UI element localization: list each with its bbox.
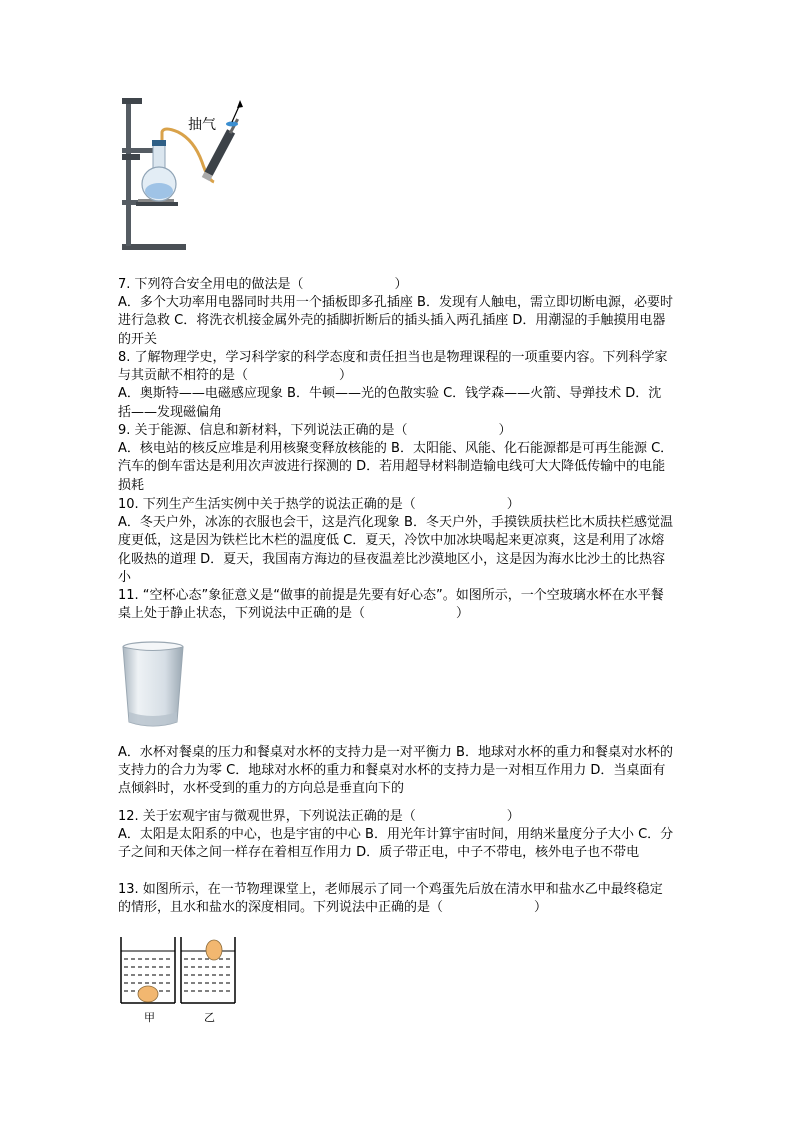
glass-figure — [118, 638, 188, 730]
egg-jia — [138, 986, 158, 1002]
question-13: 13. 如图所示，在一节物理课堂上，老师展示了同一个鸡蛋先后放在清水甲和盐水乙中最终稳定的情形，且水和盐水的深度相同。下列说法中正确的是（ ） — [118, 882, 663, 916]
egg-yi — [206, 940, 222, 960]
question-9: 9. 关于能源、信息和新材料，下列说法正确的是（ ） A．核电站的核反应堆是利用核聚变释放核能的 B．太阳能、风能、化石能源都是可再生能源 C．汽车的倒车雷达是利用次声波进行探测的 D．若用超导材料制造输电线可大大降低传输中的电能损耗 — [118, 423, 674, 493]
container-yi — [181, 937, 235, 1003]
egg-figure — [118, 935, 238, 1027]
apparatus-label: 抽气 — [188, 117, 216, 133]
question-8: 8. 了解物理学史，学习科学家的科学态度和责任担当也是物理课程的一项重要内容。下列科学家与其贡献不相符的是（ ） A．奥斯特——电磁感应现象 B．牛顿——光的色散实验 C．钱学森——火箭、导弹技术 D．沈括——发现磁偏角 — [118, 350, 668, 420]
container-jia — [121, 937, 175, 1003]
question-11-options: A．水杯对餐桌的压力和餐桌对水杯的支持力是一对平衡力 B．地球对水杯的重力和餐桌对水杯的支持力的合力为零 C．地球对水杯的重力和餐桌对水杯的支持力是一对相互作用力 D．当桌面有点倾斜时，水杯受到的重力的方向总是垂直向下的 — [118, 745, 673, 797]
question-7: 7. 下列符合安全用电的做法是（ ） A．多个大功率用电器同时共用一个插板即多孔插座 B．发现有人触电，需立即切断电源，必要时进行急救 C．将洗衣机接金属外壳的插脚折断后的插头插入两孔插座 D．用潮湿的手触摸用电器的开关 — [118, 277, 673, 347]
question-11: 11. “空杯心态”象征意义是“做事的前提是先要有好心态”。如图所示，一个空玻璃水杯在水平餐桌上处于静止状态，下列说法中正确的是（ ） — [118, 588, 664, 622]
egg-containers-drawing — [118, 935, 238, 1007]
glass-drawing — [118, 638, 188, 730]
label-jia: 甲 — [144, 1011, 155, 1024]
apparatus-figure — [118, 96, 258, 256]
label-yi: 乙 — [204, 1011, 215, 1024]
question-10: 10. 下列生产生活实例中关于热学的说法正确的是（ ） A．冬天户外，冰冻的衣服也会干，这是汽化现象 B．冬天户外，手摸铁质扶栏比木质扶栏感觉温度更低，这是因为铁栏比木栏的温度低 C．夏天，冷饮中加冰块喝起来更凉爽，这是利用了冰熔化吸热的道理 D．夏天，我国南方海边的昼夜温差比沙漠地区小，这是因为海水比沙土的比热容小 — [118, 497, 673, 585]
question-12: 12. 关于宏观宇宙与微观世界，下列说法正确的是（ ） A．太阳是太阳系的中心，也是宇宙的中心 B．用光年计算宇宙时间，用纳米量度分子大小 C．分子之间和天体之间一样存在着相互作用力 D．质子带正电，中子不带电，核外电子也不带电 — [118, 809, 674, 861]
